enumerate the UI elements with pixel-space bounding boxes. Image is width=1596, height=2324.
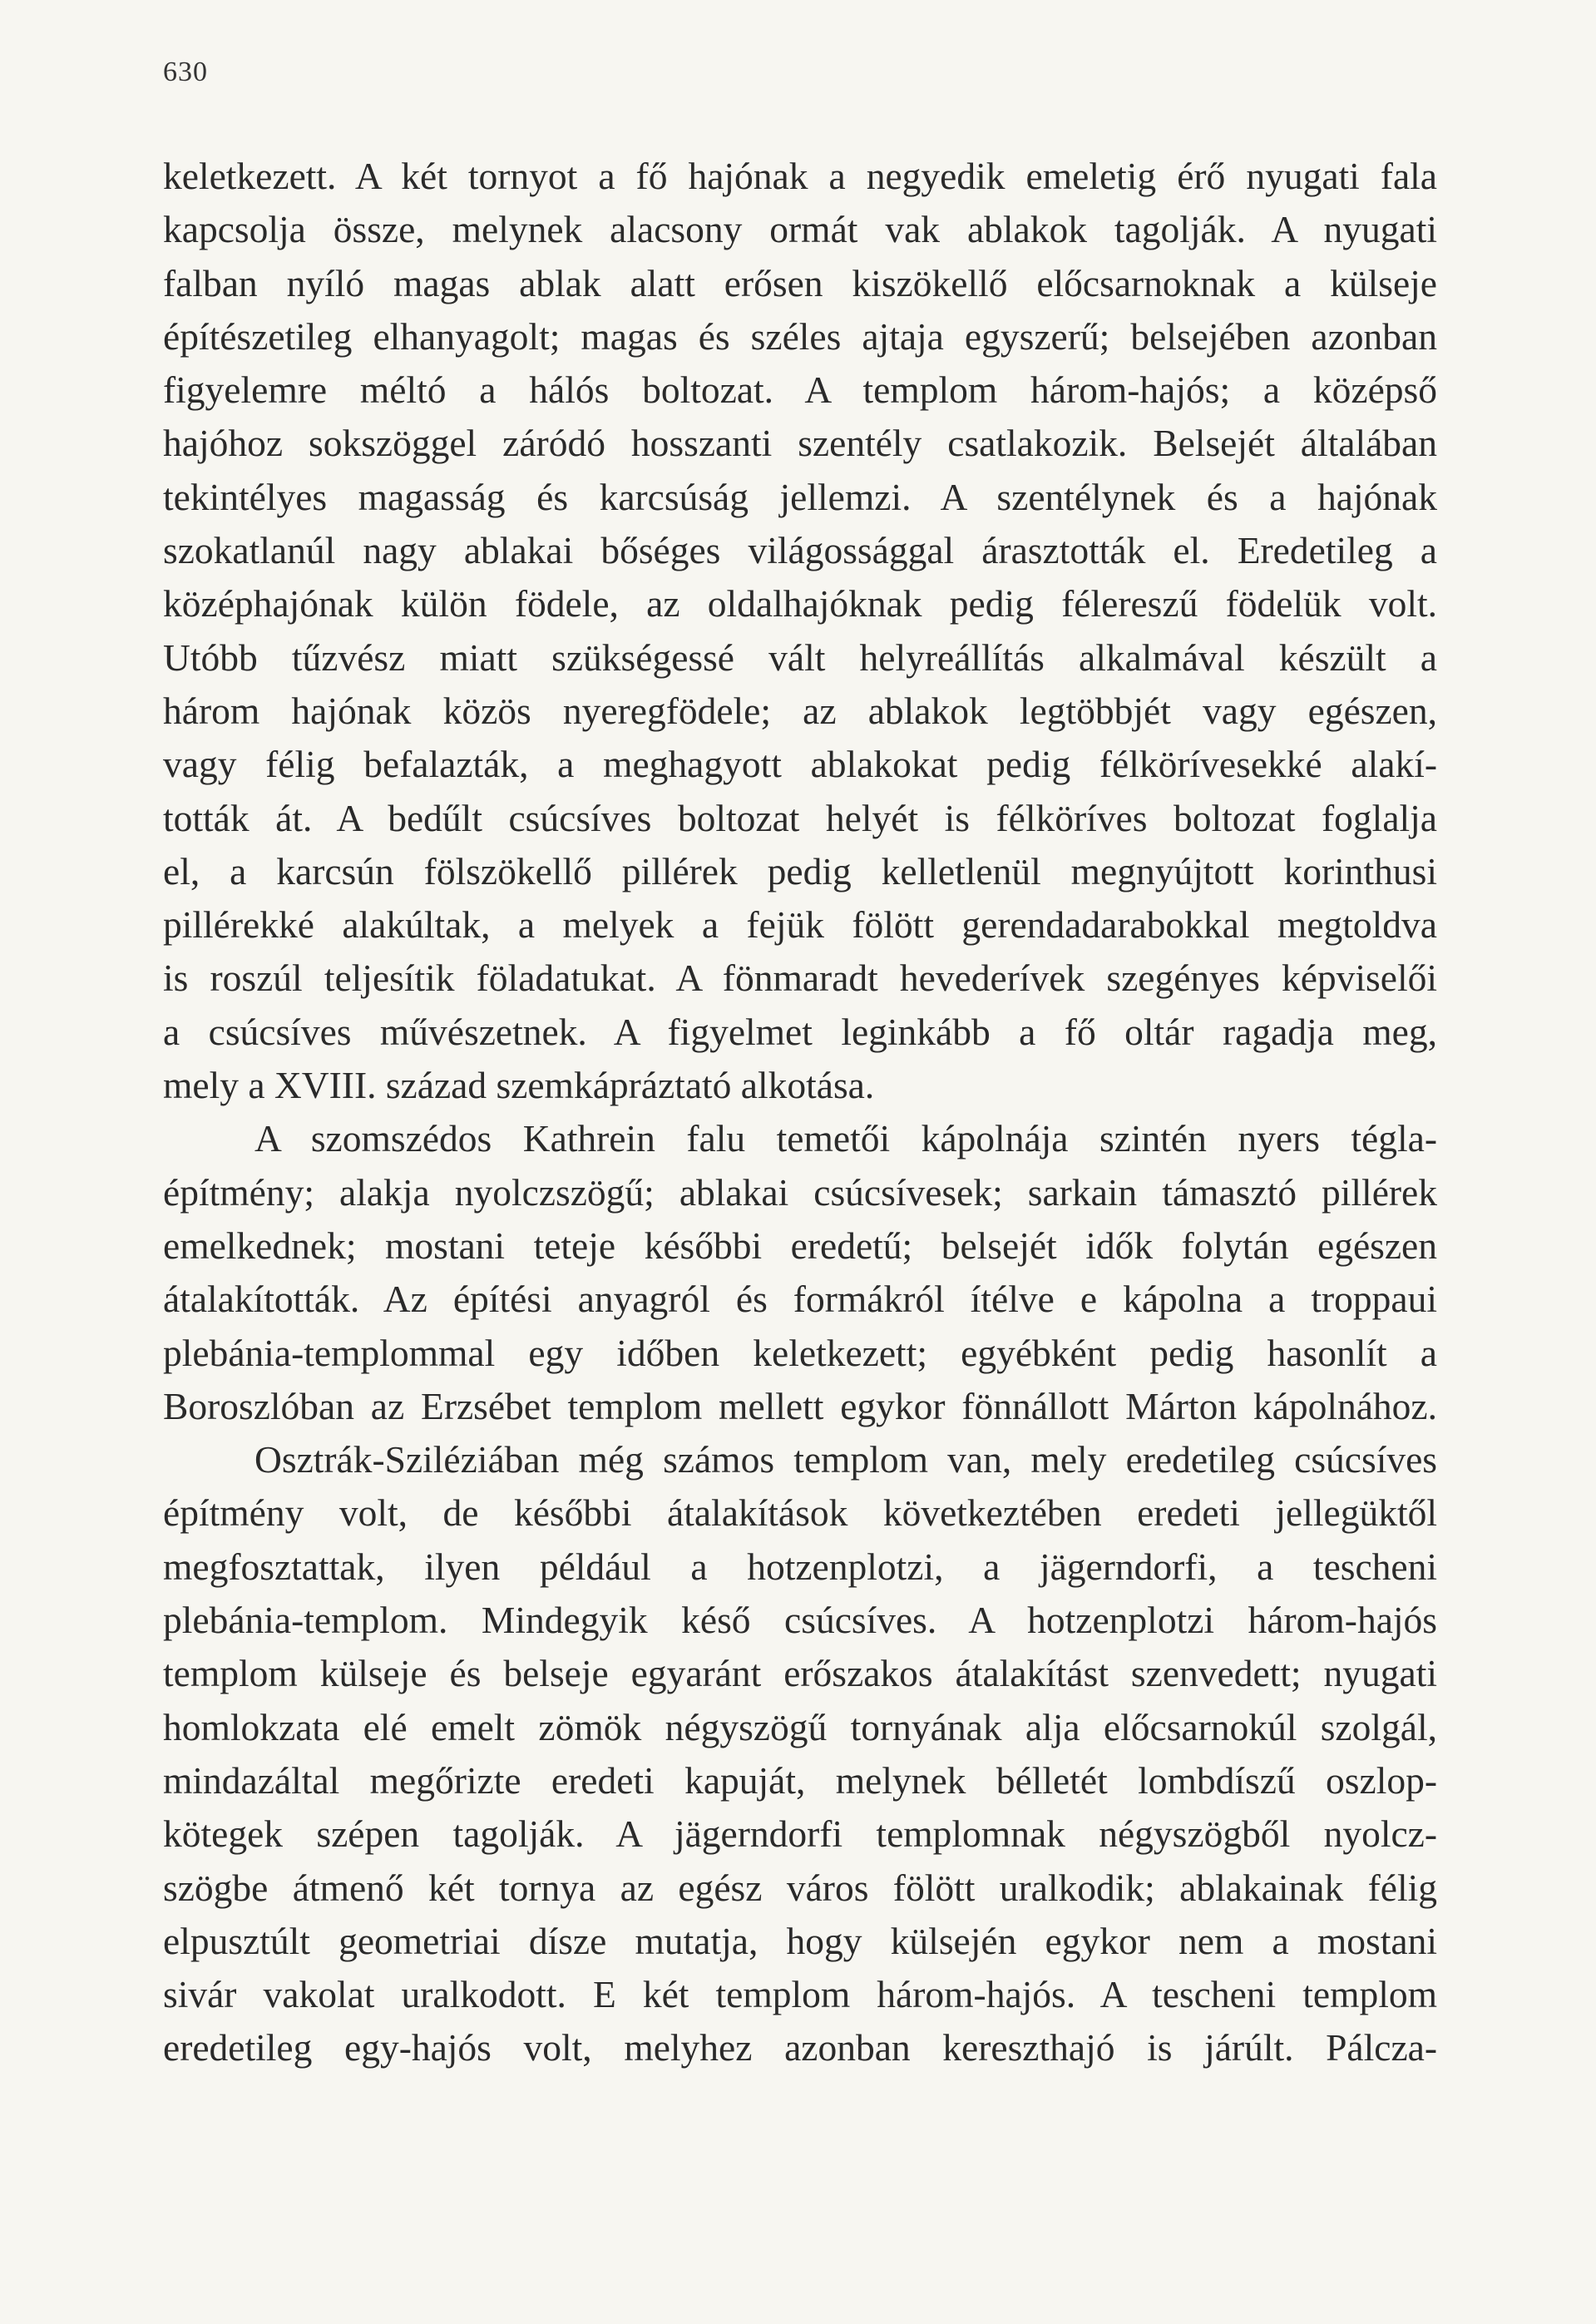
text-line: kötegek szépen tagolják. A jägerndorfi templomnak négyszögből nyolcz-: [163, 1812, 1437, 1856]
text-line: mely a XVIII. század szemkápráztató alkotása.: [163, 1064, 875, 1107]
text-line: pillérekké alakúltak, a melyek a fejük fölött gerendadarabokkal megtoldva: [163, 903, 1437, 947]
text-line: figyelemre méltó a hálós boltozat. A templom három-hajós; a középső: [163, 368, 1437, 412]
text-line: Osztrák-Sziléziában még számos templom van, mely eredetileg csúcsíves: [254, 1438, 1437, 1481]
text-line: három hajónak közös nyeregfödele; az ablakok legtöbbjét vagy egészen,: [163, 689, 1437, 732]
text-line: építmény; alakja nyolczszögű; ablakai csúcsívesek; sarkain támasztó pillérek: [163, 1170, 1437, 1214]
text-line: templom külseje és belseje egyaránt erőszakos átalakítást szenvedett; nyugati: [163, 1652, 1437, 1695]
text-line: középhajónak külön födele, az oldalhajóknak pedig félereszű födelük volt.: [163, 582, 1437, 626]
text-line: emelkednek; mostani teteje későbbi eredetű; belsejét idők folytán egészen: [163, 1224, 1437, 1267]
text-line: a csúcsíves művészetnek. A figyelmet leginkább a fő oltár ragadja meg,: [163, 1010, 1437, 1053]
text-line: homlokzata elé emelt zömök négyszögű tornyának alja előcsarnokúl szolgál,: [163, 1705, 1437, 1748]
body-text: [163, 150, 1437, 2075]
text-line: is roszúl teljesítik föladatukat. A fönmaradt hevederívek szegényes képviselői: [163, 957, 1437, 1000]
text-line: építmény volt, de későbbi átalakítások következtében eredeti jellegüktől: [163, 1491, 1437, 1535]
text-line: sivár vakolat uralkodott. E két templom három-hajós. A tescheni templom: [163, 1973, 1437, 2016]
paragraph-2: [163, 1112, 1437, 1433]
text-line: keletkezett. A két tornyot a fő hajónak a negyedik emeletig érő nyugati fala: [163, 155, 1437, 197]
text-line: tekintélyes magasság és karcsúság jellemzi. A szentélynek és a hajónak: [163, 475, 1437, 518]
text-line: szögbe átmenő két tornya az egész város fölött uralkodik; ablakainak félig: [163, 1866, 1437, 1909]
text-line: mindazáltal megőrizte eredeti kapuját, melynek bélletét lombdíszű oszlop-: [163, 1758, 1437, 1802]
text-line: elpusztúlt geometriai dísze mutatja, hogy külsején egykor nem a mostani: [163, 1919, 1437, 1962]
text-line: eredetileg egy-hajós volt, melyhez azonban kereszthajó is járúlt. Pálcza-: [163, 2026, 1437, 2069]
text-line: kapcsolja össze, melynek alacsony ormát vak ablakok tagolják. A nyugati: [163, 208, 1437, 251]
page-number: 630: [163, 57, 208, 87]
paragraph-3: [163, 1433, 1437, 2075]
text-line: építészetileg elhanyagolt; magas és széles ajtaja egyszerű; belsejében azonban: [163, 314, 1437, 358]
text-line: A szomszédos Kathrein falu temetői kápolnája szintén nyers tégla-: [254, 1117, 1437, 1160]
text-line: falban nyíló magas ablak alatt erősen kiszökellő előcsarnoknak a külseje: [163, 261, 1437, 304]
text-line: plebánia-templom. Mindegyik késő csúcsíves. A hotzenplotzi három-hajós: [163, 1599, 1437, 1642]
text-line: el, a karcsún fölszökellő pillérek pedig kelletlenül megnyújtott korinthusi: [163, 849, 1437, 893]
text-line: plebánia-templommal egy időben keletkezett; egyébként pedig hasonlít a: [163, 1331, 1437, 1374]
paragraph-1: [163, 150, 1437, 1112]
text-line: vagy félig befalazták, a meghagyott ablakokat pedig félkörívesekké alakí-: [163, 743, 1437, 786]
text-line: Boroszlóban az Erzsébet templom mellett egykor fönnállott Márton kápolnához.: [163, 1384, 1437, 1427]
text-line: átalakították. Az építési anyagról és formákról ítélve e kápolna a troppaui: [163, 1278, 1437, 1321]
text-line: szokatlanúl nagy ablakai bőséges világossággal árasztották el. Eredetileg a: [163, 529, 1437, 572]
text-line: megfosztattak, ilyen például a hotzenplotzi, a jägerndorfi, a tescheni: [163, 1545, 1437, 1588]
text-line: hajóhoz sokszöggel záródó hosszanti szentély csatlakozik. Belsejét általában: [163, 422, 1437, 465]
text-line: tották át. A bedűlt csúcsíves boltozat helyét is félköríves boltozat foglalja: [163, 796, 1437, 839]
text-line: Utóbb tűzvész miatt szükségessé vált helyreállítás alkalmával készült a: [163, 635, 1437, 679]
